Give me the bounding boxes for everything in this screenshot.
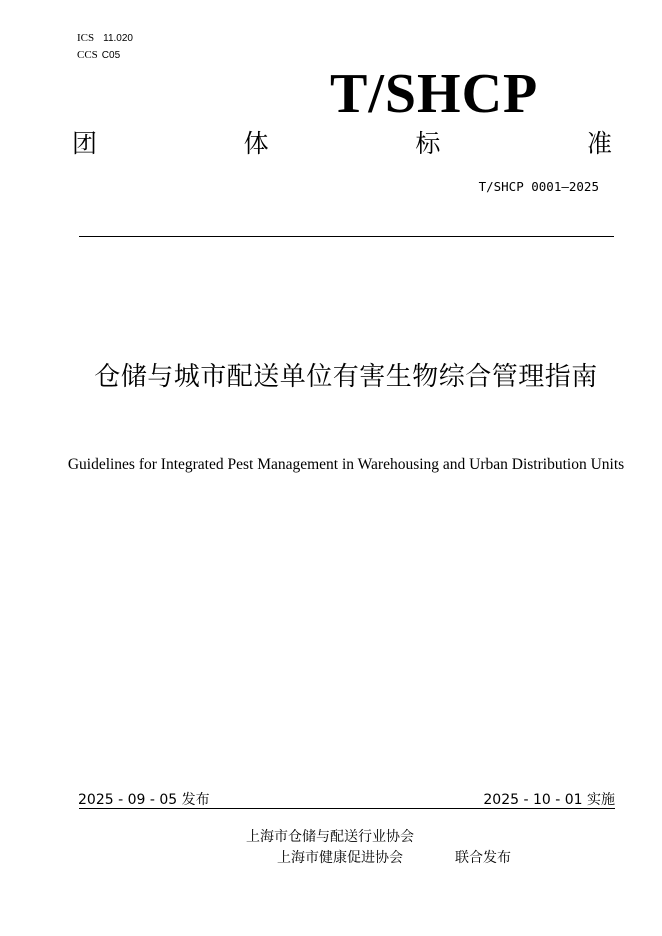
standard-category — [72, 128, 612, 160]
standard-number: T/SHCP 0001—2025 — [478, 179, 599, 194]
implementation-date: 2025 - 10 - 01 实施 — [483, 792, 615, 808]
issuing-organization: 上海市仓储与配送行业协会 — [246, 829, 414, 845]
category-char: 团 — [72, 129, 98, 158]
document-title-en: Guidelines for Integrated Pest Management in Warehousing and Urban Distribution Units — [67, 456, 625, 473]
category-char: 体 — [243, 129, 269, 158]
category-char: 准 — [586, 129, 612, 158]
header-divider — [79, 236, 614, 237]
issue-date: 2025 - 09 - 05 发布 — [78, 792, 210, 808]
standard-brand: T/SHCP — [330, 63, 539, 125]
ccs-classification — [77, 49, 120, 61]
document-title-zh: 仓储与城市配送单位有害生物综合管理指南 — [94, 362, 598, 392]
ccs-label: CCS — [77, 49, 98, 61]
footer-divider — [79, 808, 615, 809]
ics-classification — [77, 32, 133, 44]
issuing-organization: 上海市健康促进协会 — [277, 850, 403, 866]
ics-code: 11.020 — [103, 33, 133, 44]
ccs-code: C05 — [101, 50, 121, 61]
ics-label: ICS — [77, 32, 95, 44]
category-char: 标 — [415, 129, 441, 158]
joint-release-label: 联合发布 — [455, 850, 511, 866]
